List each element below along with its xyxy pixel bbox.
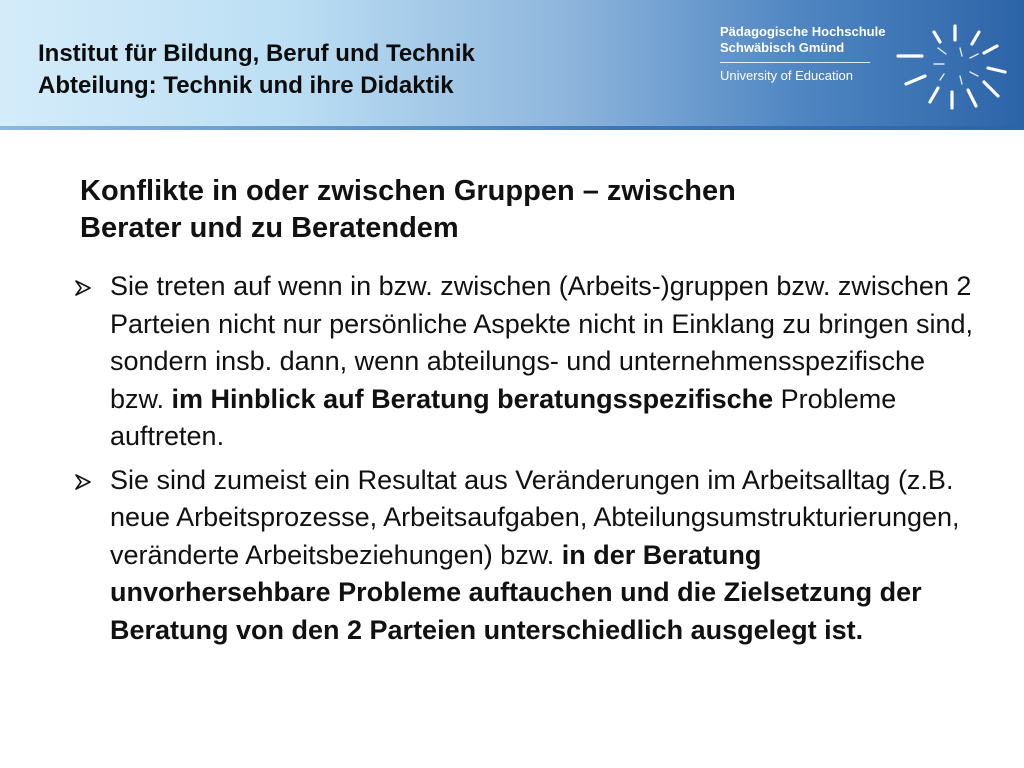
slide-title-line-1: Konflikte in oder zwischen Gruppen – zwischen bbox=[80, 175, 736, 207]
logo-line-3: University of Education bbox=[720, 68, 853, 83]
bullet-list bbox=[74, 268, 974, 649]
header-divider bbox=[0, 126, 1024, 130]
sunburst-logo-icon bbox=[890, 18, 1010, 113]
bullet-bold-text: in der Beratung unvorhersehbare Probleme auftauchen und die Zielsetzung der Beratung von den 2 Parteien unterschiedlich ausgelegt ist. bbox=[110, 539, 922, 645]
arrowhead-bullet-icon bbox=[74, 473, 92, 491]
list-item bbox=[74, 462, 974, 650]
bullet-text: Sie sind zumeist ein Resultat aus Veränderungen im Arbeitsalltag (z.B. neue Arbeitsprozesse, Arbeitsaufgaben, Abteilungsumstrukturierungen, veränderte Arbeitsbeziehungen) bzw. bbox=[110, 464, 960, 570]
institute-heading bbox=[38, 38, 475, 102]
university-logo-text bbox=[720, 24, 885, 84]
bullet-text: Sie treten auf wenn in bzw. zwischen (Arbeits-)gruppen bzw. zwischen 2 Parteien nicht nur persönliche Aspekte nicht in Einklang zu bringen sind, sondern insb. dann, wenn abteilungs- und unternehmensspezifische bzw. bbox=[110, 271, 974, 414]
institute-line-1: Institut für Bildung, Beruf und Technik bbox=[38, 40, 475, 67]
logo-line-2: Schwäbisch Gmünd bbox=[720, 40, 845, 55]
logo-line-1: Pädagogische Hochschule bbox=[720, 24, 886, 39]
bullet-bold-text: im Hinblick auf Beratung beratungsspezifische bbox=[171, 383, 774, 414]
list-item bbox=[74, 268, 974, 456]
bullet-tail-text: Probleme auftreten. bbox=[110, 383, 897, 451]
arrowhead-bullet-icon bbox=[74, 279, 92, 297]
institute-line-2: Abteilung: Technik und ihre Didaktik bbox=[38, 72, 454, 99]
slide-title bbox=[80, 173, 960, 247]
slide-title-line-2: Berater und zu Beratendem bbox=[80, 212, 459, 244]
logo-rule bbox=[720, 62, 870, 63]
